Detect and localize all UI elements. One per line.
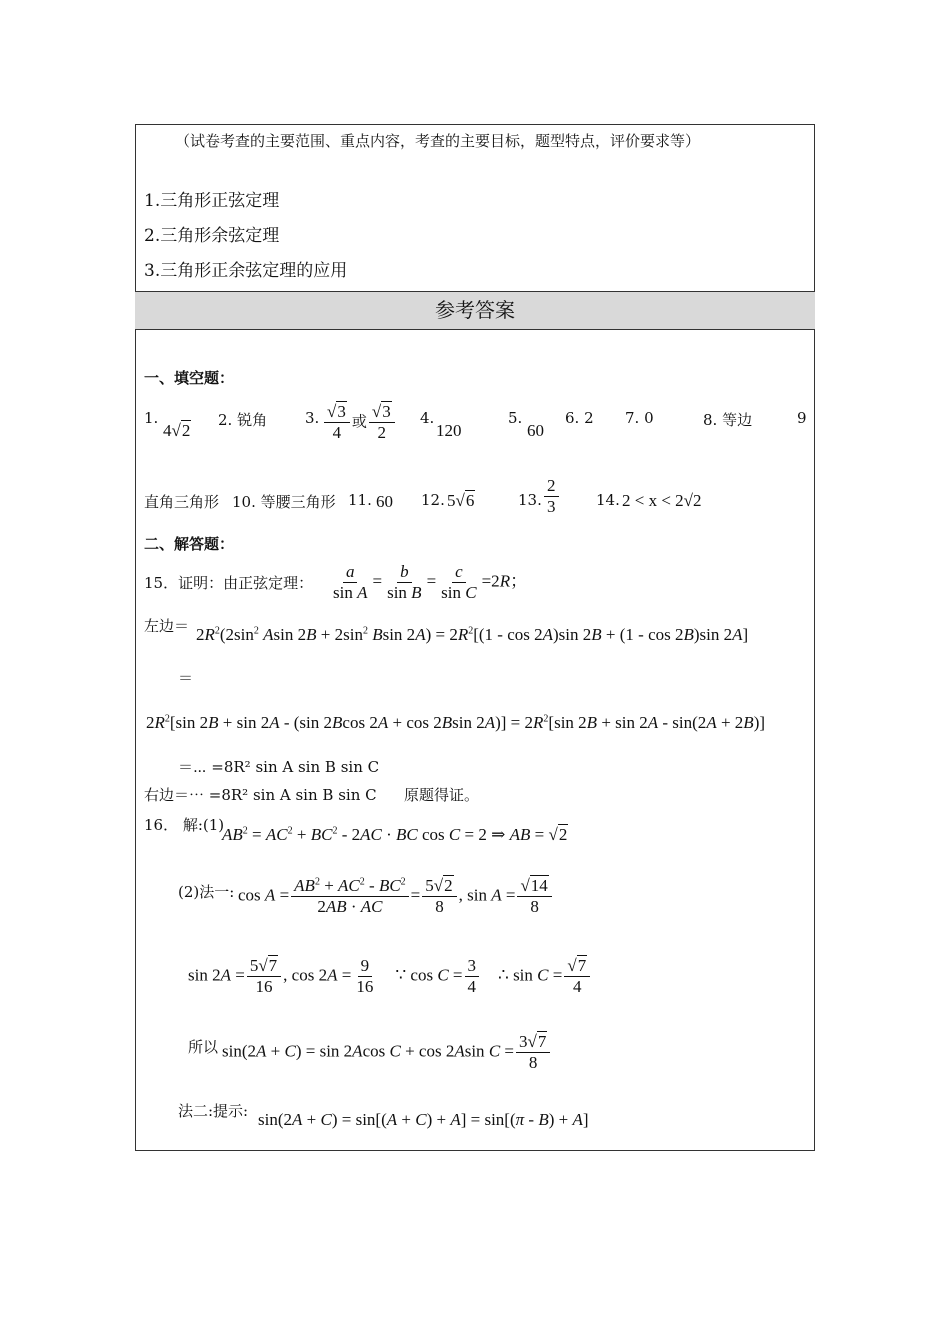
scope-note: （试卷考查的主要范围、重点内容，考查的主要目标，题型特点，评价要求等） <box>175 132 701 150</box>
scope-item-2: 2.三角形余弦定理 <box>144 226 280 246</box>
q8-item: 8. 等边 <box>703 411 753 429</box>
scope-item-3: 3.三角形正余弦定理的应用 <box>144 261 348 281</box>
q7-item: 7. 0 <box>625 409 654 427</box>
q3-answer: $\frac{√3}{4}$ 或 $\frac{√3}{2}$ <box>322 402 397 442</box>
q12-answer: 5√6 <box>447 491 475 510</box>
q15-equals: ＝ <box>178 669 194 687</box>
q14-label: 14. <box>596 491 620 509</box>
q15-left-expression: $2R^2(2\sin^2$ Asin $2B + 2\sin^2$ Bsin $2A) = 2R^2[(1 - \cos 2A)\sin$ 2B + (1 - cos 2B)sin 2A] <box>196 625 749 644</box>
q16-label: 16． 解:(1) <box>144 816 225 834</box>
q3-label: 3. <box>305 409 320 427</box>
q13-answer: $\frac{2}{3}$ <box>542 476 561 516</box>
q16-method2-expression: sin(2A + C) = sin[(A + C) + A] = sin[(π - B) + A] <box>258 1110 589 1129</box>
section1-heading: 一、填空题： <box>144 369 235 387</box>
q15-result-line: ＝⋯ =8R² sin A sin B sin C <box>178 758 380 776</box>
q4-answer: 120 <box>436 421 462 440</box>
q15-right-line: 右边＝⋯ =8R² sin A sin B sin C <box>144 786 377 804</box>
answers-title: 参考答案 <box>435 298 515 322</box>
q15-expansion: $2R^2[\sin$ 2B + sin 2A - (sin 2Bcos 2A + cos 2Bsin $2A)] = 2R^2[\sin$ 2B + sin 2A - sin(2A + 2B)] <box>146 713 766 732</box>
q16-method2-label: 法二:提示: <box>178 1102 249 1120</box>
q11-answer: 60 <box>376 492 393 511</box>
q15-left-label: 左边＝ <box>144 617 190 635</box>
q5-answer: 60 <box>527 421 544 440</box>
q5-label: 5. <box>508 409 523 427</box>
q1-answer: 4√2 <box>163 421 191 440</box>
scope-item-1: 1.三角形正弦定理 <box>144 191 280 211</box>
q14-answer: 2 < x < 2√2 <box>622 491 702 510</box>
q6-item: 6. 2 <box>565 409 594 427</box>
section2-heading: 二、解答题： <box>144 535 235 553</box>
q4-label: 4. <box>420 409 435 427</box>
q2-item: 2. 锐角 <box>218 411 268 429</box>
answers-title-band <box>135 291 815 330</box>
q15-label: 15．证明：由正弦定理： <box>144 574 314 592</box>
q16-cosA-expression: cos A = $\frac{AB^2 + AC^2 - BC^2}{2AB \cdot AC}$ = $\frac{5√2}{8}$ , sin A = $\frac{√14}{8}$ <box>238 876 554 916</box>
q12-label: 12. <box>421 491 445 509</box>
q16-part2-label: (2)法一: <box>178 883 235 901</box>
q15-sine-law: $\frac{a}{\text{sin A}}$ = $\frac{b}{\text{sin B}}$ = $\frac{c}{\text{sin C}}$ =2R； <box>333 562 528 602</box>
q1-label: 1. <box>144 409 159 427</box>
q9-answer: 直角三角形 <box>144 493 220 511</box>
q15-conclusion: 原题得证。 <box>404 786 480 804</box>
q16-final-expression: sin(2A + C) = sin 2Acos C + cos 2Asin C = $\frac{3√7}{8}$ <box>222 1032 552 1072</box>
q11-label: 11. <box>348 491 372 509</box>
q16-sin2A-expression: sin 2A = $\frac{5√7}{16}$ , cos 2A = $\frac{9}{16}$ ∵ cos C = $\frac{3}{4}$ ∴ sin C = $\frac{√7}{4}$ <box>188 956 592 996</box>
q16-part1-expression: $AB^2 = AC^2 + BC^2 - 2AC$ · BC cos C = 2 ⇒ AB = √2 <box>222 825 568 844</box>
q16-therefore-label: 所以 <box>188 1038 219 1056</box>
q9-label: 9 <box>797 409 807 427</box>
q10-item: 10. 等腰三角形 <box>232 493 336 511</box>
q13-label: 13. <box>518 491 542 509</box>
